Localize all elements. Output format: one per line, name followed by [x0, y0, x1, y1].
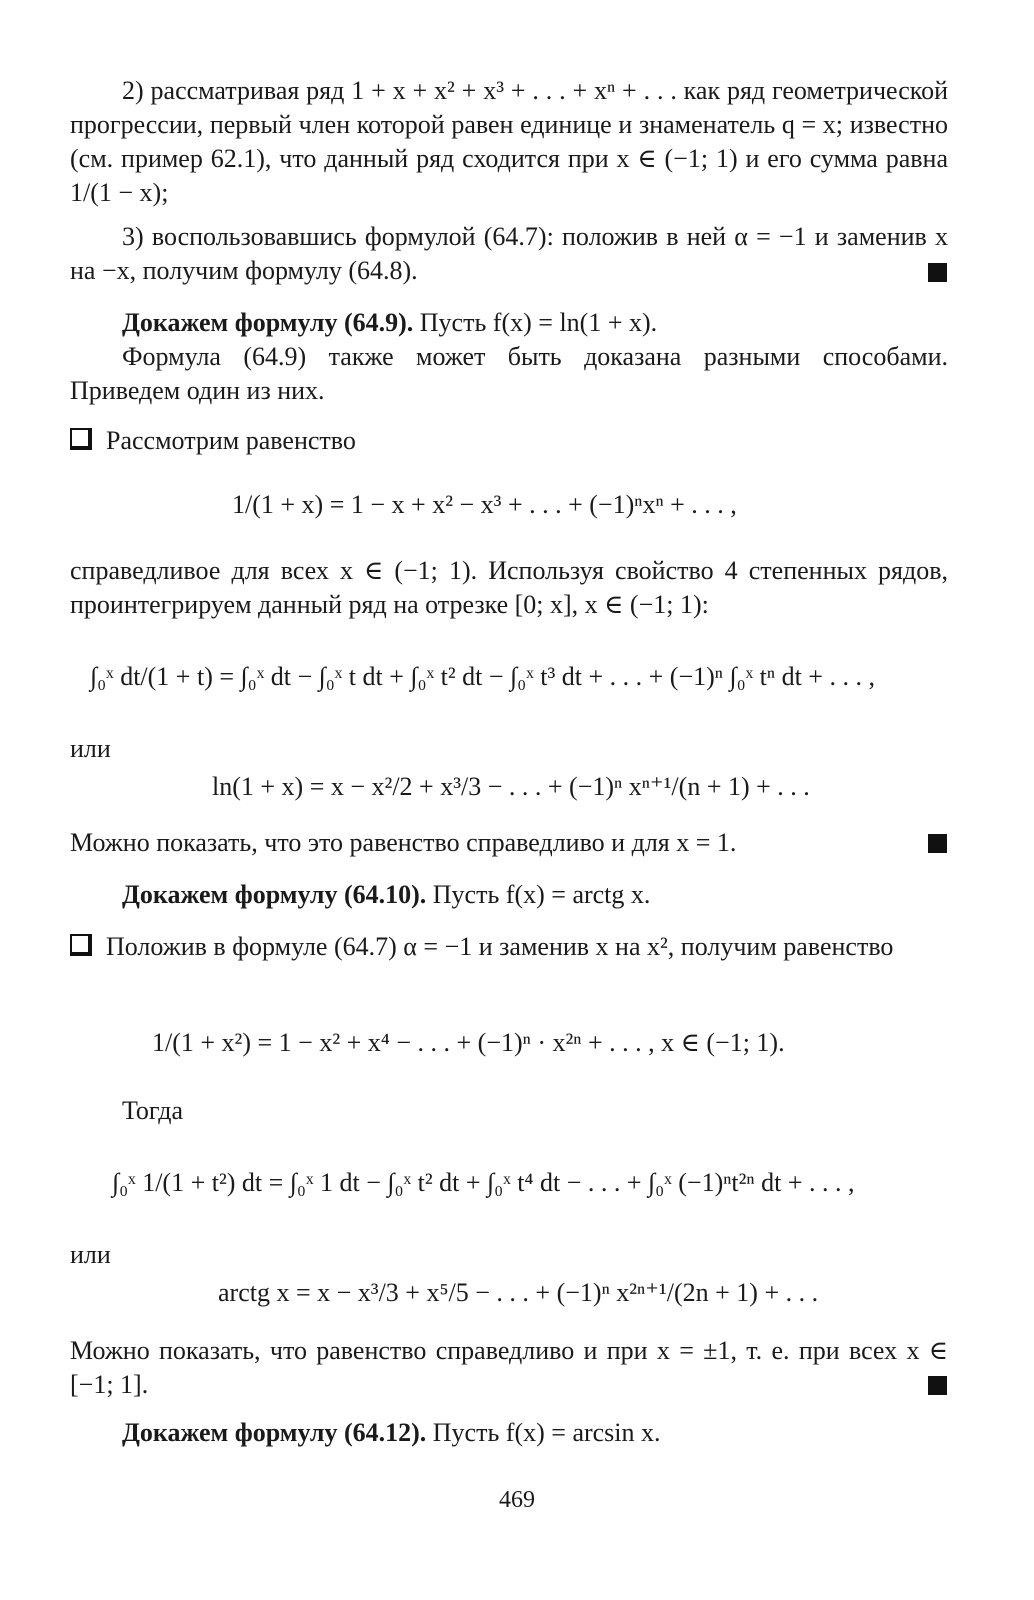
heading-prove-64-9-bold: Докажем формулу (64.9). [122, 308, 414, 337]
heading-prove-64-12 [70, 1416, 948, 1450]
proof-start-box-icon [70, 428, 92, 450]
heading-prove-64-10-rest: Пусть f(x) = arctg x. [432, 880, 651, 909]
page-number: 469 [499, 1487, 535, 1513]
end-of-proof-mark [928, 1376, 947, 1395]
paragraph-then: Тогда [122, 1096, 184, 1125]
heading-prove-64-9-rest: Пусть f(x) = ln(1 + x). [419, 308, 658, 337]
paragraph-setting-start [70, 930, 948, 964]
proof-start-box-icon [70, 934, 92, 956]
equation-integral-2: ∫₀ˣ 1/(1 + t²) dt = ∫₀ˣ 1 dt − ∫₀ˣ t² dt + ∫₀ˣ t⁴ dt − . . . + ∫₀ˣ (−1)ⁿt²ⁿ dt + . . . , [112, 1168, 855, 1197]
end-of-proof-mark [928, 263, 947, 282]
paragraph-geometric-series: 2) рассматривая ряд 1 + x + x² + x³ + . . . + xⁿ + . . . как ряд геометрической прогрессии, первый член которой равен единице и знаменатель q = x; известно (см. пример 62.1), что данный ряд сходится при x ∈ (−1; 1) и его сумма равна 1/(1 − x); [70, 76, 948, 207]
paragraph-can-show-1: Можно показать, что это равенство справедливо и для x = 1. [70, 828, 737, 857]
equation-geometric-series-1: 1/(1 + x) = 1 − x + x² − x³ + . . . + (−1)ⁿxⁿ + . . . , [232, 490, 737, 519]
heading-prove-64-10 [70, 878, 948, 912]
equation-integral-1: ∫₀ˣ dt/(1 + t) = ∫₀ˣ dt − ∫₀ˣ t dt + ∫₀ˣ t² dt − ∫₀ˣ t³ dt + . . . + (−1)ⁿ ∫₀ˣ tⁿ dt + . . . , [90, 662, 875, 691]
heading-prove-64-12-rest: Пусть f(x) = arcsin x. [432, 1418, 661, 1447]
heading-prove-64-10-bold: Докажем формулу (64.10). [122, 880, 427, 909]
equation-arctg-series: arctg x = x − x³/3 + x⁵/5 − . . . + (−1)ⁿ x²ⁿ⁺¹/(2n + 1) + . . . [218, 1278, 819, 1307]
paragraph-consider-start [70, 424, 948, 458]
end-of-proof-mark [928, 834, 947, 853]
paragraph-formula-64-9: Формула (64.9) также может быть доказана разными способами. Приведем один из них. [70, 342, 948, 405]
equation-geometric-series-2: 1/(1 + x²) = 1 − x² + x⁴ − . . . + (−1)ⁿ · x²ⁿ + . . . , x ∈ (−1; 1). [152, 1028, 785, 1057]
equation-ln-series: ln(1 + x) = x − x²/2 + x³/3 − . . . + (−1)ⁿ xⁿ⁺¹/(n + 1) + . . . [212, 772, 810, 801]
paragraph-or-2: или [70, 1240, 111, 1269]
paragraph-consider: Рассмотрим равенство [106, 426, 356, 455]
paragraph-or-1: или [70, 734, 111, 763]
heading-prove-64-12-bold: Докажем формулу (64.12). [122, 1418, 427, 1447]
paragraph-valid-for-all: справедливое для всех x ∈ (−1; 1). Используя свойство 4 степенных рядов, проинтегрируем данный ряд на отрезке [0; x], x ∈ (−1; 1): [70, 556, 948, 619]
heading-prove-64-9 [70, 306, 948, 340]
paragraph-setting: Положив в формуле (64.7) α = −1 и заменив x на x², получим равенство [106, 932, 894, 961]
paragraph-item-3: 3) воспользовавшись формулой (64.7): положив в ней α = −1 и заменив x на −x, получим формулу (64.8). [70, 222, 948, 285]
paragraph-can-show-2: Можно показать, что равенство справедливо и при x = ±1, т. е. при всех x ∈ [−1; 1]. [70, 1336, 948, 1399]
